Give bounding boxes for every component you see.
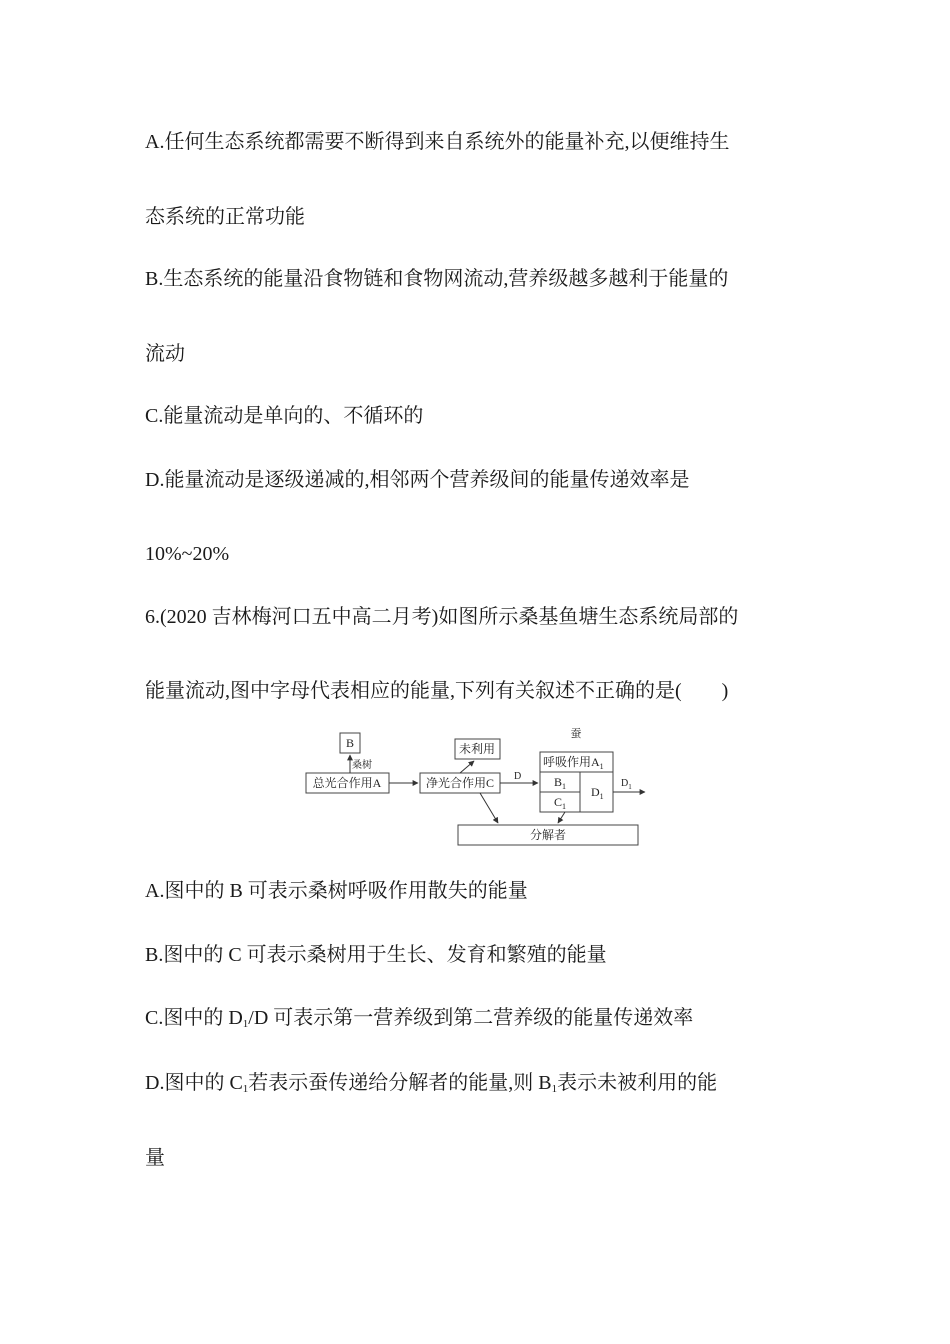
q5-option-c: C.能量流动是单向的、不循环的	[145, 405, 424, 427]
q5-option-a-line2: 态系统的正常功能	[145, 206, 305, 228]
label-decomposer: 分解者	[529, 828, 567, 842]
label-net: 净光合作用C	[425, 776, 495, 790]
q5-option-a-line1: A.任何生态系统都需要不断得到来自系统外的能量补充,以便维持生	[145, 131, 730, 153]
label-b1: $B_1$	[554, 775, 567, 791]
arrow-silkworm-to-decomposer	[558, 812, 565, 823]
q6-stem-line1: 6.(2020 吉林梅河口五中高二月考)如图所示桑基鱼塘生态系统局部的	[145, 606, 739, 628]
label-unused: 未利用	[458, 742, 496, 756]
energy-flow-diagram	[300, 722, 660, 852]
label-d1-out: $D_1$	[621, 778, 632, 791]
label-d1: $D_1$	[591, 785, 604, 801]
q6-option-b: B.图中的 C 可表示桑树用于生长、发育和繁殖的能量	[145, 944, 607, 966]
q6-option-d-line1: D.图中的 $C_1$若表示蚕传递给分解者的能量,则 $B_1$表示未被利用的能	[145, 1072, 718, 1095]
q5-option-d-line1: D.能量流动是逐级递减的,相邻两个营养级间的能量传递效率是	[145, 469, 690, 491]
arrow-net-to-unused	[460, 761, 474, 773]
label-b: B	[345, 736, 355, 750]
q6-stem-line2: 能量流动,图中字母代表相应的能量,下列有关叙述不正确的是( )	[145, 680, 729, 702]
q5-option-d-line2: 10%~20%	[145, 543, 230, 565]
arrow-net-to-decomposer	[480, 793, 498, 823]
label-sangshu: 桑树	[352, 760, 372, 771]
label-resp: 呼吸作用$A_1$	[543, 755, 604, 771]
label-c1: $C_1$	[554, 795, 567, 811]
q5-option-b-line2: 流动	[145, 343, 185, 365]
label-silkworm: 蚕	[570, 728, 582, 740]
q6-option-d-line2: 量	[145, 1147, 165, 1169]
label-d: D	[514, 771, 522, 782]
label-total: 总光合作用A	[312, 776, 382, 790]
q6-option-a: A.图中的 B 可表示桑树呼吸作用散失的能量	[145, 880, 528, 902]
q6-option-c: C.图中的 $D_1/D$ 可表示第一营养级到第二营养级的能量传递效率	[145, 1007, 694, 1030]
q5-option-b-line1: B.生态系统的能量沿食物链和食物网流动,营养级越多越利于能量的	[145, 268, 729, 290]
